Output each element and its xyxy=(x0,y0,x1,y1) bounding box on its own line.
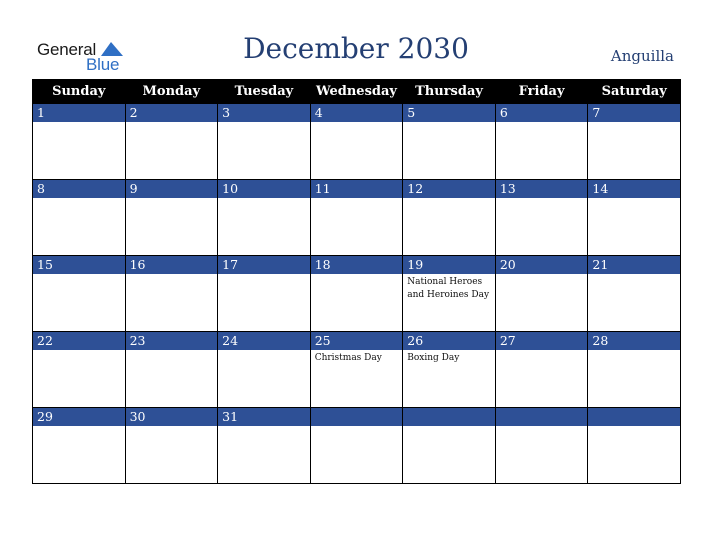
holiday-label xyxy=(126,122,218,124)
day-number xyxy=(496,408,588,426)
day-number: 28 xyxy=(588,332,680,350)
day-cell xyxy=(33,104,126,180)
holiday-label xyxy=(311,198,403,200)
weekday-header: Saturday xyxy=(588,80,681,104)
day-cell xyxy=(588,332,681,408)
holiday-label xyxy=(403,198,495,200)
day-cell xyxy=(588,408,681,484)
holiday-label xyxy=(311,122,403,124)
calendar-body xyxy=(33,104,681,484)
day-cell xyxy=(310,180,403,256)
weekday-header: Monday xyxy=(125,80,218,104)
day-number: 25 xyxy=(311,332,403,350)
holiday-label xyxy=(126,274,218,276)
holiday-label xyxy=(588,350,680,352)
calendar-grid xyxy=(32,79,681,484)
day-cell xyxy=(495,408,588,484)
day-cell xyxy=(310,408,403,484)
holiday-label xyxy=(126,198,218,200)
weekday-header: Friday xyxy=(495,80,588,104)
day-cell xyxy=(403,180,496,256)
weekday-header: Tuesday xyxy=(218,80,311,104)
holiday-label xyxy=(33,122,125,124)
day-cell xyxy=(125,332,218,408)
day-number: 14 xyxy=(588,180,680,198)
day-number xyxy=(311,408,403,426)
holiday-label xyxy=(588,122,680,124)
day-cell xyxy=(403,332,496,408)
holiday-label xyxy=(126,426,218,428)
day-cell xyxy=(310,332,403,408)
holiday-label xyxy=(496,426,588,428)
day-cell xyxy=(403,256,496,332)
day-number: 12 xyxy=(403,180,495,198)
logo-general-text: General xyxy=(37,40,97,59)
day-number: 10 xyxy=(218,180,310,198)
holiday-label xyxy=(496,122,588,124)
day-number: 30 xyxy=(126,408,218,426)
day-cell xyxy=(495,104,588,180)
day-number: 5 xyxy=(403,104,495,122)
holiday-label xyxy=(496,198,588,200)
holiday-label xyxy=(218,122,310,124)
day-number: 27 xyxy=(496,332,588,350)
holiday-label xyxy=(218,350,310,352)
day-number: 13 xyxy=(496,180,588,198)
day-cell xyxy=(310,104,403,180)
holiday-label xyxy=(588,426,680,428)
day-cell xyxy=(33,256,126,332)
day-number: 18 xyxy=(311,256,403,274)
day-cell xyxy=(218,104,311,180)
holiday-label xyxy=(218,426,310,428)
calendar-title: December 2030 xyxy=(243,32,469,65)
day-cell xyxy=(495,180,588,256)
holiday-label xyxy=(496,350,588,352)
weekday-header-row xyxy=(33,80,681,104)
holiday-label: Christmas Day xyxy=(314,353,382,363)
day-number: 21 xyxy=(588,256,680,274)
day-number: 9 xyxy=(126,180,218,198)
day-number: 4 xyxy=(311,104,403,122)
week-row xyxy=(33,180,681,256)
day-cell xyxy=(33,332,126,408)
weekday-header: Thursday xyxy=(403,80,496,104)
week-row xyxy=(33,408,681,484)
holiday-label xyxy=(33,274,125,276)
week-row xyxy=(33,104,681,180)
day-cell xyxy=(125,180,218,256)
holiday-label xyxy=(126,350,218,352)
day-number: 15 xyxy=(33,256,125,274)
holiday-label xyxy=(496,274,588,276)
weekday-header: Wednesday xyxy=(310,80,403,104)
day-number: 8 xyxy=(33,180,125,198)
logo-blue-text: Blue xyxy=(86,55,120,74)
day-number: 2 xyxy=(126,104,218,122)
day-number: 7 xyxy=(588,104,680,122)
day-cell xyxy=(588,104,681,180)
week-row xyxy=(33,332,681,408)
holiday-label xyxy=(311,426,403,428)
day-number: 19 xyxy=(403,256,495,274)
day-number: 20 xyxy=(496,256,588,274)
day-number xyxy=(403,408,495,426)
holiday-label xyxy=(311,274,403,276)
day-number: 23 xyxy=(126,332,218,350)
holiday-label: National Heroes and Heroines Day xyxy=(407,277,490,300)
day-number: 17 xyxy=(218,256,310,274)
weekday-header: Sunday xyxy=(33,80,126,104)
holiday-label xyxy=(403,122,495,124)
day-cell xyxy=(588,180,681,256)
holiday-label xyxy=(33,426,125,428)
day-cell xyxy=(218,256,311,332)
day-cell xyxy=(218,180,311,256)
day-number: 3 xyxy=(218,104,310,122)
day-number: 31 xyxy=(218,408,310,426)
day-cell xyxy=(125,104,218,180)
day-cell xyxy=(218,408,311,484)
day-number: 11 xyxy=(311,180,403,198)
day-number: 16 xyxy=(126,256,218,274)
day-cell xyxy=(495,256,588,332)
day-number: 22 xyxy=(33,332,125,350)
holiday-label xyxy=(218,198,310,200)
day-cell xyxy=(33,180,126,256)
day-cell xyxy=(588,256,681,332)
day-cell xyxy=(218,332,311,408)
day-cell xyxy=(495,332,588,408)
holiday-label xyxy=(403,426,495,428)
day-number: 26 xyxy=(403,332,495,350)
day-cell xyxy=(403,104,496,180)
day-cell xyxy=(310,256,403,332)
day-cell xyxy=(125,256,218,332)
region-label: Anguilla xyxy=(610,47,674,65)
day-cell xyxy=(125,408,218,484)
holiday-label xyxy=(33,198,125,200)
holiday-label xyxy=(588,274,680,276)
holiday-label xyxy=(588,198,680,200)
day-number: 6 xyxy=(496,104,588,122)
holiday-label xyxy=(218,274,310,276)
day-number: 24 xyxy=(218,332,310,350)
day-number: 29 xyxy=(33,408,125,426)
day-cell xyxy=(403,408,496,484)
holiday-label xyxy=(33,350,125,352)
holiday-label: Boxing Day xyxy=(407,353,460,363)
day-number xyxy=(588,408,680,426)
week-row xyxy=(33,256,681,332)
day-cell xyxy=(33,408,126,484)
day-number: 1 xyxy=(33,104,125,122)
